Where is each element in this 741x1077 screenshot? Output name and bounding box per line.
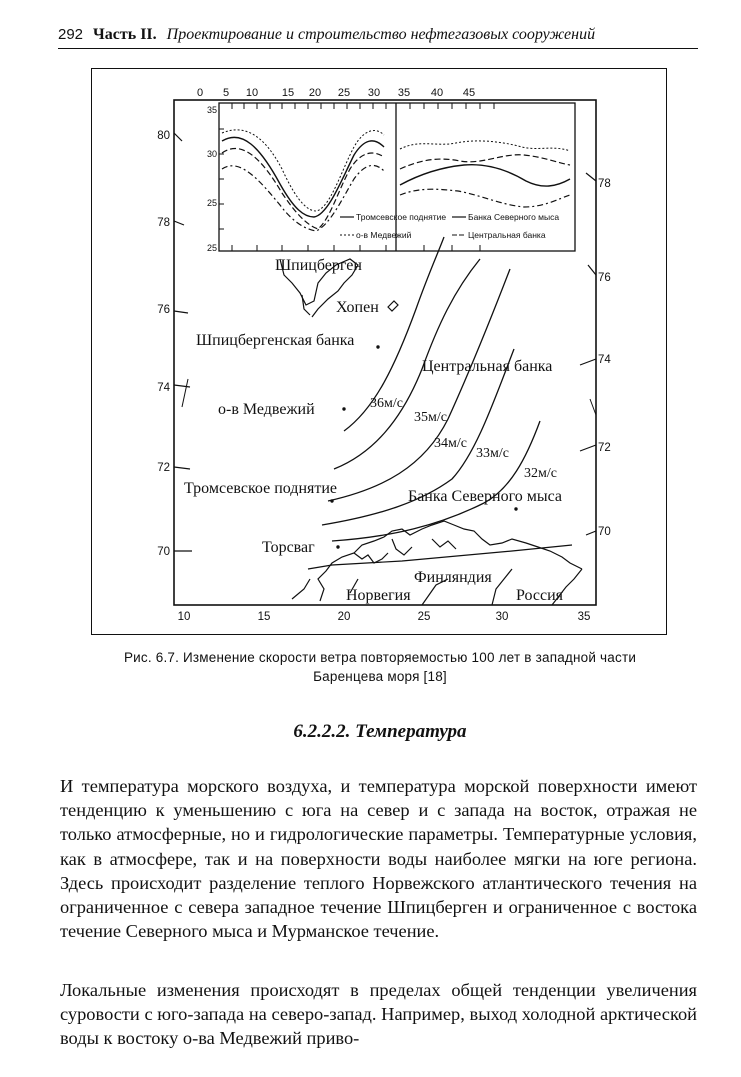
- inset-y-tick-25a: 25: [206, 198, 217, 208]
- top-tick-0: 0: [196, 87, 204, 99]
- lat-right-76: 76: [598, 272, 611, 284]
- label-finland: Финляндия: [414, 569, 492, 586]
- label-north-cape-bank: Банка Северного мыса: [408, 488, 563, 505]
- legend-central: Центральная банка: [468, 230, 546, 240]
- lat-left-80: 80: [157, 130, 170, 142]
- lat-left-70: 70: [157, 546, 170, 558]
- top-tick-8: 40: [430, 87, 444, 99]
- label-36ms: 36м/с: [370, 396, 403, 411]
- label-32ms: 32м/с: [524, 466, 557, 481]
- lat-right-72: 72: [598, 442, 611, 454]
- lat-right-70: 70: [598, 526, 611, 538]
- figure-wind-map: [91, 68, 667, 635]
- lon-25: 25: [417, 611, 431, 623]
- label-norway: Норвегия: [346, 587, 411, 604]
- label-spitsbergen: Шпицберген: [275, 257, 362, 274]
- top-tick-1: 5: [222, 87, 230, 99]
- lat-right-74: 74: [598, 354, 611, 366]
- top-tick-4: 20: [308, 87, 322, 99]
- label-tromso-rise: Тромсевское поднятие: [184, 480, 338, 497]
- label-russia: Россия: [516, 587, 564, 604]
- label-33ms: 33м/с: [476, 446, 509, 461]
- caption-line-2: Баренцева моря [18]: [313, 669, 447, 684]
- top-tick-6: 30: [367, 87, 381, 99]
- lat-right-78: 78: [598, 178, 611, 190]
- label-34ms: 34м/с: [434, 436, 467, 451]
- header-title: Проектирование и строительство нефтегазовых сооружений: [166, 26, 596, 43]
- inset-y-tick-25b: 25: [206, 243, 217, 253]
- top-tick-2: 10: [245, 87, 259, 99]
- lon-10: 10: [177, 611, 191, 623]
- lat-left-72: 72: [157, 462, 170, 474]
- running-header: [58, 24, 698, 49]
- section-title: 6.2.2.2. Температура: [293, 721, 467, 742]
- inset-chart: [207, 103, 575, 253]
- figure-caption: [60, 648, 700, 686]
- map-svg: [92, 69, 668, 636]
- inset-y-tick-30: 30: [206, 149, 217, 159]
- top-tick-7: 35: [397, 87, 411, 99]
- label-hopen: Хопен: [336, 299, 379, 316]
- top-tick-9: 45: [462, 87, 476, 99]
- inset-y-tick-35: 35: [206, 105, 217, 115]
- lon-20: 20: [337, 611, 351, 623]
- lat-left-78: 78: [157, 217, 170, 229]
- lon-35: 35: [577, 611, 591, 623]
- lat-left-76: 76: [157, 304, 170, 316]
- label-central-bank: Центральная банка: [422, 358, 553, 375]
- page-number: 292: [58, 26, 84, 43]
- legend-bear: о-в Медвежий: [356, 230, 412, 240]
- lon-15: 15: [257, 611, 271, 623]
- paragraph-2: Локальные изменения происходят в пределах общей тенденции увеличения суровости с юго-запада на северо-запад. Например, выход холодной арктической воды к востоку о-ва Медвежий приво-: [60, 980, 697, 1049]
- top-tick-5: 25: [337, 87, 351, 99]
- label-35ms: 35м/с: [414, 410, 447, 425]
- label-torsvag: Торсваг: [262, 539, 315, 556]
- label-spits-bank: Шпицбергенская банка: [196, 332, 355, 349]
- paragraph-1: И температура морского воздуха, и температура морской поверхности имеют тенденцию к уменьшению с юга на север и с запада на восток, отражая не только атмосферные, но и гидрологические параметры. Температурные условия, как в атмосфере, так и на поверхности воды наиболее мягки на юге региона. Здесь происходит разделение теплого Норвежского атлантического течения на ограниченное с севера западное течение Шпицберген и ограниченное с востока течение Северного мыса и Мурманское течение.: [60, 776, 697, 942]
- part-label: Часть II.: [93, 26, 157, 43]
- label-bear-island: о-в Медвежий: [218, 401, 315, 418]
- lat-left-74: 74: [157, 382, 170, 394]
- top-tick-3: 15: [281, 87, 295, 99]
- lon-30: 30: [495, 611, 509, 623]
- legend-northcape: Банка Северного мыса: [468, 212, 560, 222]
- legend-tromso: Тромсевское поднятие: [356, 212, 447, 222]
- caption-line-1: Рис. 6.7. Изменение скорости ветра повторяемостью 100 лет в западной части: [123, 650, 637, 665]
